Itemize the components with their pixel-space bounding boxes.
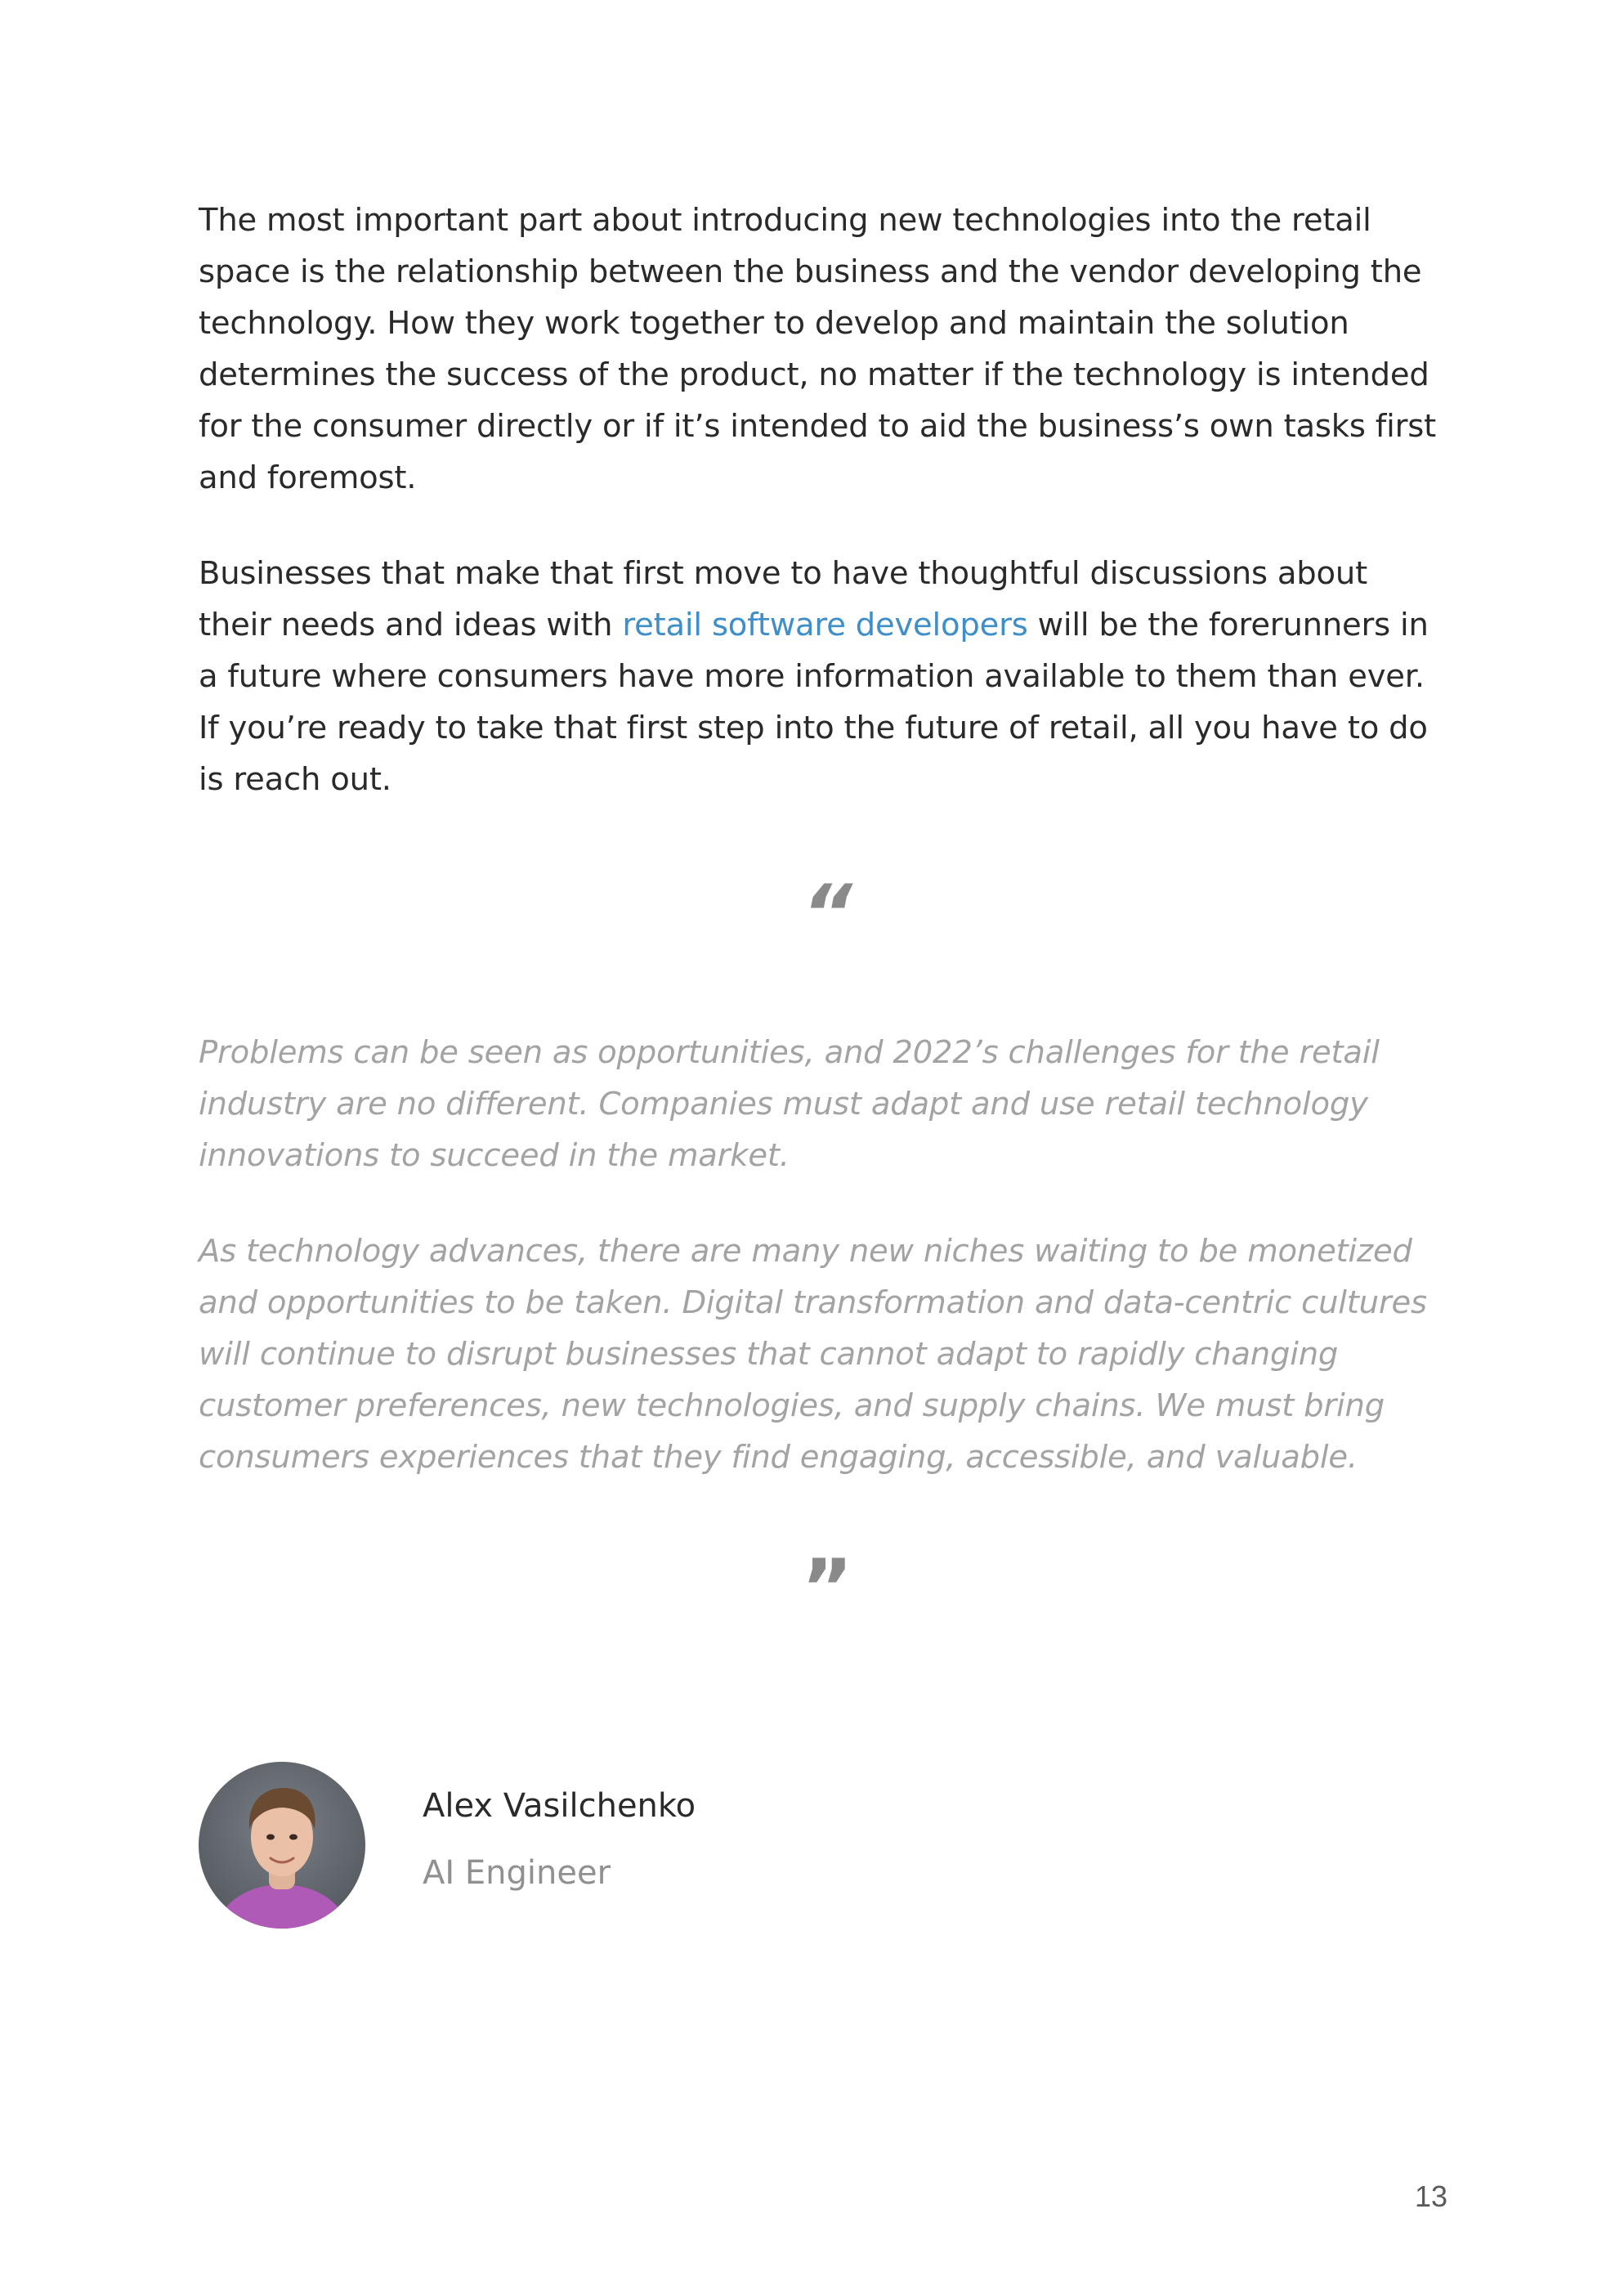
author-role: AI Engineer [423,1854,611,1892]
avatar-portrait-icon [199,1762,365,1929]
open-quote-icon: “ [802,868,852,960]
author-block [199,1762,934,1929]
page-number: 13 [1414,2180,1447,2213]
quote-paragraph-2: As technology advances, there are many new niches waiting to be monetized and opportunities to be taken. Digital transformation and data-centric cultures will continue to disrupt businesses that cannot adapt to rapidly changing customer preferences, new technologies, and supply chains. We must bring consumers experiences that they find engaging, accessible, and valuable. [199,1233,1427,1476]
quote-paragraph-1: Problems can be seen as opportunities, and 2022’s challenges for the retail industry are no different. Companies must adapt and use retail technology innovations to succeed in the market. [199,1034,1380,1174]
article-body [199,195,1441,805]
author-name: Alex Vasilchenko [423,1787,696,1825]
pull-quote [199,1027,1441,1483]
close-quote-icon: ” [801,1543,853,1634]
body-paragraph-1: The most important part about introducing new technologies into the retail space is the relationship between the business and the vendor developing the technology. How they work together to develop and maintain the solution determines the success of the product, no matter if the technology is intended for the consumer directly or if it’s intended to aid the business’s own tasks first and foremost. [199,202,1437,496]
body-paragraph-2-text-start: Businesses that make that first move to have thoughtful discussions about their needs and ideas with [199,555,1367,643]
retail-software-developers-link[interactable]: retail software developers [622,607,1028,643]
avatar [199,1762,365,1929]
body-paragraph-2-text-end: will be the forerunners in a future where consumers have more information available to them than ever. If you’re ready to take that first step into the future of retail, all you have to do is reach out. [199,607,1429,798]
body-paragraph-2 [199,548,1441,805]
